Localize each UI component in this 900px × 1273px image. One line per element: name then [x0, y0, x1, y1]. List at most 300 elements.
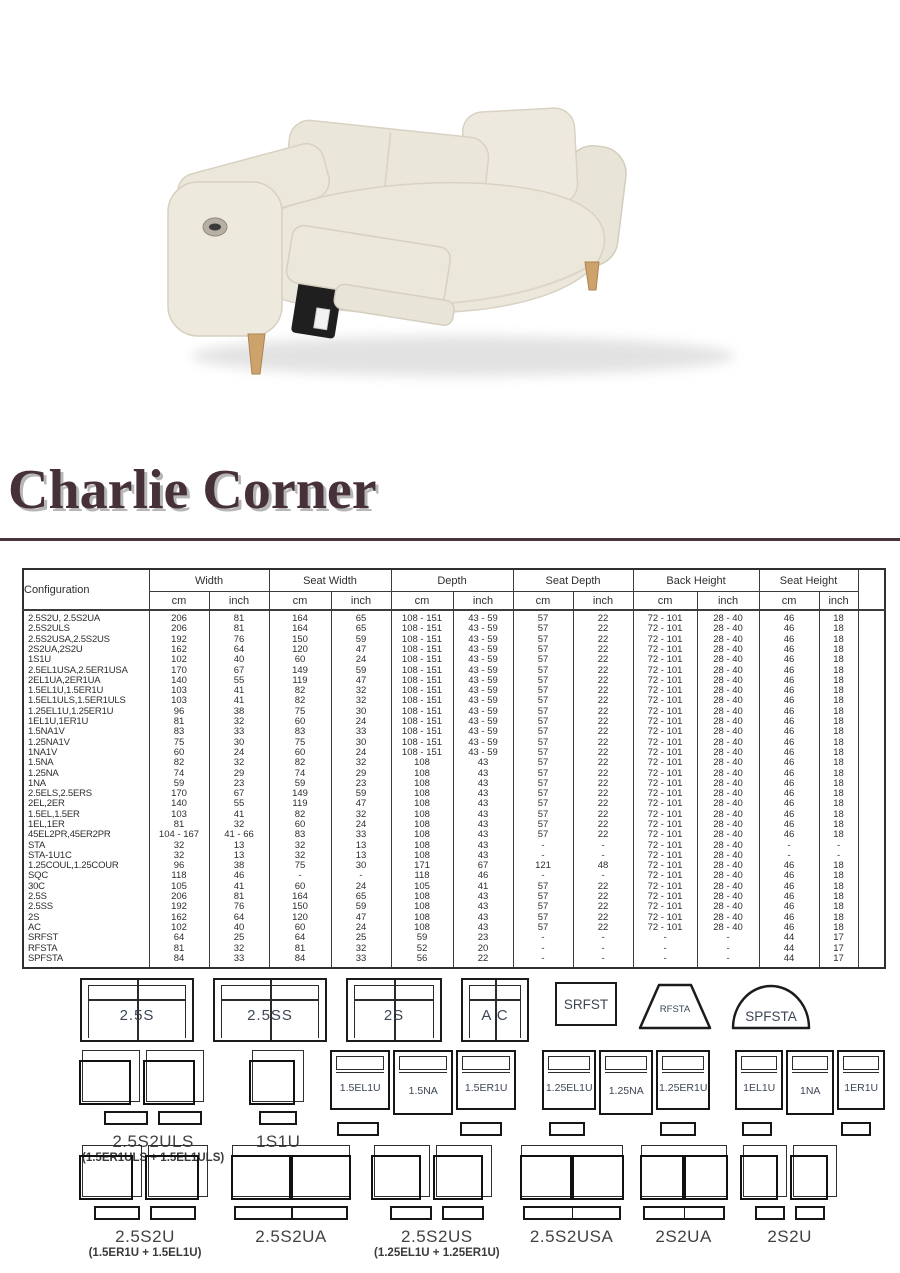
value-cell: 57: [513, 882, 573, 892]
value-cell: 108 - 151: [391, 717, 453, 727]
diagram-label: 1.5EL1U: [339, 1082, 381, 1094]
diagram-configuration: [374, 1145, 500, 1259]
value-cell: 164: [269, 610, 331, 624]
value-cell: 60: [269, 655, 331, 665]
table-row: [23, 913, 885, 923]
value-cell: 162: [149, 645, 209, 655]
value-cell: 83: [149, 727, 209, 737]
module-seat-outline: [433, 1155, 483, 1200]
table-row: [23, 830, 885, 840]
value-cell: 81: [209, 892, 269, 902]
value-cell: 18: [819, 624, 858, 634]
table-edge-spacer: [858, 789, 885, 799]
value-cell: 60: [269, 748, 331, 758]
value-cell: 46: [759, 645, 819, 655]
value-cell: 108 - 151: [391, 727, 453, 737]
table-edge-spacer: [858, 902, 885, 912]
value-cell: 28 - 40: [697, 810, 759, 820]
value-cell: 108: [391, 799, 453, 809]
value-cell: 108: [391, 902, 453, 912]
table-row: [23, 686, 885, 696]
value-cell: 108 - 151: [391, 676, 453, 686]
value-cell: 43 - 59: [453, 645, 513, 655]
value-cell: 170: [149, 665, 209, 675]
value-cell: 171: [391, 861, 453, 871]
diagram-label: 2.5S2USA: [529, 1227, 614, 1246]
value-cell: 72 - 101: [633, 676, 697, 686]
config-cell: 1.25COUL,1.25COUR: [23, 861, 149, 871]
value-cell: 13: [209, 841, 269, 851]
value-cell: 162: [149, 913, 209, 923]
config-column-header: Configuration: [23, 569, 149, 610]
value-cell: 18: [819, 738, 858, 748]
value-cell: 72 - 101: [633, 820, 697, 830]
value-cell: 28 - 40: [697, 923, 759, 933]
table-row: [23, 820, 885, 830]
value-cell: -: [573, 944, 633, 954]
value-cell: 47: [331, 799, 391, 809]
value-cell: 72 - 101: [633, 610, 697, 624]
value-cell: 43: [453, 810, 513, 820]
module-group: [735, 1050, 885, 1115]
config-cell: AC: [23, 923, 149, 933]
footrest-bar: [390, 1206, 432, 1220]
sofa-module: [522, 1146, 572, 1196]
value-cell: 32: [209, 944, 269, 954]
diagram-label: A C: [481, 1007, 509, 1024]
footrest-bars: [735, 1122, 885, 1136]
value-cell: 65: [331, 892, 391, 902]
table-row: [23, 851, 885, 861]
unit-header: cm: [513, 592, 573, 611]
value-cell: 18: [819, 789, 858, 799]
value-cell: 41 - 66: [209, 830, 269, 840]
value-cell: 76: [209, 902, 269, 912]
value-cell: 28 - 40: [697, 820, 759, 830]
sofa-module: [642, 1146, 684, 1196]
value-cell: 64: [149, 933, 209, 943]
value-cell: 41: [209, 882, 269, 892]
value-cell: 57: [513, 758, 573, 768]
value-cell: 32: [331, 686, 391, 696]
value-cell: 46: [759, 655, 819, 665]
value-cell: 43 - 59: [453, 727, 513, 737]
table-row: [23, 717, 885, 727]
value-cell: 43: [453, 820, 513, 830]
value-cell: 30: [331, 738, 391, 748]
value-cell: 75: [269, 861, 331, 871]
footrest-bars: [743, 1206, 837, 1220]
footrest-bars: [82, 1111, 224, 1125]
value-cell: 164: [269, 624, 331, 634]
diagram-label: 1ER1U: [844, 1082, 879, 1094]
value-cell: 28 - 40: [697, 851, 759, 861]
footrest-bar: [442, 1206, 484, 1220]
module-group: [374, 1145, 500, 1197]
value-cell: 120: [269, 645, 331, 655]
value-cell: 46: [209, 871, 269, 881]
module-seat-outline: [740, 1155, 778, 1200]
value-cell: 46: [759, 676, 819, 686]
diagram-configuration: [743, 1145, 837, 1247]
value-cell: 72 - 101: [633, 841, 697, 851]
footrest-bars: [330, 1122, 516, 1136]
value-cell: 60: [269, 882, 331, 892]
value-cell: 108: [391, 830, 453, 840]
value-cell: 22: [573, 923, 633, 933]
value-cell: 46: [759, 871, 819, 881]
value-cell: 59: [391, 933, 453, 943]
value-cell: 84: [149, 954, 209, 968]
value-cell: 13: [331, 851, 391, 861]
group-header-seat-width: Seat Width: [269, 569, 391, 592]
module-group: [82, 1145, 208, 1197]
value-cell: 24: [209, 748, 269, 758]
table-edge-spacer: [858, 676, 885, 686]
module-group: [521, 1145, 623, 1197]
footrest-bar: [742, 1122, 772, 1136]
table-row: [23, 861, 885, 871]
value-cell: 28 - 40: [697, 686, 759, 696]
value-cell: 105: [149, 882, 209, 892]
config-cell: STA-1U1C: [23, 851, 149, 861]
value-cell: 103: [149, 810, 209, 820]
value-cell: 18: [819, 923, 858, 933]
footrest-bar-slot: [592, 1122, 653, 1136]
table-edge-spacer: [858, 624, 885, 634]
value-cell: 32: [209, 758, 269, 768]
table-edge-spacer: [858, 799, 885, 809]
value-cell: 18: [819, 892, 858, 902]
value-cell: -: [759, 851, 819, 861]
value-cell: 22: [573, 717, 633, 727]
value-cell: 41: [209, 696, 269, 706]
value-cell: 30: [331, 707, 391, 717]
diagram-label: 2.5S2U: [115, 1227, 175, 1246]
title-rule: [0, 538, 900, 541]
value-cell: -: [819, 851, 858, 861]
value-cell: 46: [759, 882, 819, 892]
footrest-bar: [337, 1122, 379, 1136]
value-cell: 28 - 40: [697, 738, 759, 748]
value-cell: 67: [453, 861, 513, 871]
value-cell: 46: [759, 748, 819, 758]
value-cell: 43 - 59: [453, 707, 513, 717]
group-header-width: Width: [149, 569, 269, 592]
footrest-bars: [252, 1111, 304, 1125]
config-cell: 30C: [23, 882, 149, 892]
config-cell: 1.25NA: [23, 768, 149, 778]
diagram-configuration: [521, 1145, 623, 1247]
value-cell: 82: [269, 686, 331, 696]
value-cell: 108: [391, 779, 453, 789]
value-cell: 140: [149, 799, 209, 809]
diagram-label: 1.25EL1U: [545, 1082, 593, 1094]
value-cell: 46: [759, 789, 819, 799]
table-row: [23, 871, 885, 881]
table-edge-spacer: [858, 686, 885, 696]
value-cell: 46: [759, 861, 819, 871]
value-cell: 46: [759, 892, 819, 902]
sofa-module: [656, 1050, 710, 1110]
value-cell: 22: [573, 748, 633, 758]
table-edge-spacer: [858, 944, 885, 954]
value-cell: -: [331, 871, 391, 881]
value-cell: 46: [759, 707, 819, 717]
value-cell: 72 - 101: [633, 789, 697, 799]
value-cell: 72 - 101: [633, 810, 697, 820]
value-cell: 33: [331, 830, 391, 840]
diagram-configuration: [82, 1145, 208, 1259]
footrest-bar-slot: [834, 1122, 878, 1136]
value-cell: 28 - 40: [697, 841, 759, 851]
value-cell: 59: [331, 902, 391, 912]
value-cell: 32: [331, 944, 391, 954]
config-cell: 1NA: [23, 779, 149, 789]
diagram-label: 2.5S2UA: [255, 1227, 327, 1246]
table-row: [23, 789, 885, 799]
value-cell: 57: [513, 892, 573, 902]
table-row: [23, 758, 885, 768]
value-cell: 38: [209, 707, 269, 717]
value-cell: 28 - 40: [697, 748, 759, 758]
module-seat-outline: [249, 1060, 295, 1105]
config-cell: 2.5S: [23, 892, 149, 902]
config-cell: 1.5EL1ULS,1.5ER1ULS: [23, 696, 149, 706]
config-cell: STA: [23, 841, 149, 851]
value-cell: -: [697, 933, 759, 943]
value-cell: 22: [573, 655, 633, 665]
value-cell: 18: [819, 758, 858, 768]
value-cell: 46: [759, 830, 819, 840]
value-cell: 46: [759, 696, 819, 706]
value-cell: 72 - 101: [633, 645, 697, 655]
value-cell: 56: [391, 954, 453, 968]
value-cell: 43 - 59: [453, 717, 513, 727]
value-cell: 46: [453, 871, 513, 881]
value-cell: 55: [209, 676, 269, 686]
config-cell: 1.5EL1U,1.5ER1U: [23, 686, 149, 696]
value-cell: 108: [391, 810, 453, 820]
value-cell: 32: [331, 758, 391, 768]
value-cell: 28 - 40: [697, 913, 759, 923]
value-cell: 59: [149, 779, 209, 789]
table-edge-spacer: [858, 696, 885, 706]
footrest-bars: [82, 1206, 208, 1220]
diagram-module-trio: [330, 1050, 516, 1136]
module-seat-outline: [79, 1060, 131, 1105]
value-cell: 46: [759, 923, 819, 933]
value-cell: 30: [331, 861, 391, 871]
value-cell: 28 - 40: [697, 676, 759, 686]
table-row: [23, 841, 885, 851]
value-cell: 192: [149, 635, 209, 645]
module-seat-outline: [520, 1155, 574, 1200]
unit-header: inch: [209, 592, 269, 611]
table-edge-spacer: [858, 861, 885, 871]
value-cell: 18: [819, 861, 858, 871]
value-cell: 44: [759, 944, 819, 954]
table-edge-spacer: [858, 810, 885, 820]
value-cell: 33: [331, 954, 391, 968]
diagram-footstool-trapezoid: [637, 982, 713, 1037]
value-cell: 48: [573, 861, 633, 871]
value-cell: 108 - 151: [391, 686, 453, 696]
value-cell: 119: [269, 799, 331, 809]
value-cell: 120: [269, 913, 331, 923]
sofa-illustration: [148, 86, 793, 394]
value-cell: 18: [819, 779, 858, 789]
value-cell: 46: [759, 686, 819, 696]
value-cell: -: [513, 841, 573, 851]
value-cell: 108 - 151: [391, 645, 453, 655]
footrest-bars: [374, 1206, 500, 1220]
value-cell: -: [513, 944, 573, 954]
value-cell: 57: [513, 624, 573, 634]
value-cell: 74: [269, 768, 331, 778]
value-cell: 22: [573, 810, 633, 820]
group-header-seat-depth: Seat Depth: [513, 569, 633, 592]
value-cell: 40: [209, 655, 269, 665]
value-cell: 18: [819, 799, 858, 809]
value-cell: 18: [819, 655, 858, 665]
value-cell: 57: [513, 696, 573, 706]
value-cell: 23: [331, 779, 391, 789]
value-cell: 43: [453, 789, 513, 799]
value-cell: 59: [331, 635, 391, 645]
value-cell: 83: [269, 830, 331, 840]
module-group: [743, 1145, 837, 1197]
sofa-module: [330, 1050, 390, 1110]
table-row: [23, 810, 885, 820]
value-cell: -: [573, 933, 633, 943]
value-cell: 206: [149, 624, 209, 634]
value-cell: 149: [269, 789, 331, 799]
config-cell: 1.25NA1V: [23, 738, 149, 748]
value-cell: 108: [391, 923, 453, 933]
value-cell: -: [759, 841, 819, 851]
value-cell: 108 - 151: [391, 635, 453, 645]
value-cell: 28 - 40: [697, 655, 759, 665]
module-seat-outline: [79, 1155, 133, 1200]
spec-table: [22, 568, 886, 969]
value-cell: 82: [269, 696, 331, 706]
value-cell: 28 - 40: [697, 635, 759, 645]
value-cell: 46: [759, 738, 819, 748]
value-cell: 28 - 40: [697, 768, 759, 778]
value-cell: 140: [149, 676, 209, 686]
value-cell: 22: [573, 610, 633, 624]
module-group: [252, 1050, 304, 1102]
table-edge-spacer: [858, 871, 885, 881]
value-cell: -: [573, 871, 633, 881]
value-cell: 149: [269, 665, 331, 675]
value-cell: 22: [573, 727, 633, 737]
value-cell: 102: [149, 655, 209, 665]
table-edge-spacer: [858, 892, 885, 902]
value-cell: 24: [331, 820, 391, 830]
value-cell: 72 - 101: [633, 624, 697, 634]
value-cell: 82: [269, 758, 331, 768]
value-cell: 52: [391, 944, 453, 954]
value-cell: 23: [209, 779, 269, 789]
value-cell: 18: [819, 882, 858, 892]
value-cell: 83: [269, 727, 331, 737]
footrest-bar-slot: [386, 1122, 453, 1136]
value-cell: 108 - 151: [391, 748, 453, 758]
value-cell: 22: [573, 830, 633, 840]
value-cell: 13: [209, 851, 269, 861]
value-cell: 72 - 101: [633, 707, 697, 717]
footrest-bar: [94, 1206, 140, 1220]
value-cell: 28 - 40: [697, 707, 759, 717]
value-cell: 82: [269, 810, 331, 820]
table-edge-spacer: [858, 665, 885, 675]
value-cell: 108: [391, 758, 453, 768]
config-cell: SPFSTA: [23, 954, 149, 968]
value-cell: 43: [453, 841, 513, 851]
value-cell: 57: [513, 913, 573, 923]
table-row: [23, 779, 885, 789]
value-cell: 33: [209, 954, 269, 968]
table-edge-spacer: [858, 820, 885, 830]
value-cell: 29: [209, 768, 269, 778]
value-cell: 72 - 101: [633, 768, 697, 778]
value-cell: 103: [149, 696, 209, 706]
sofa-module: [82, 1145, 142, 1197]
value-cell: 108 - 151: [391, 707, 453, 717]
footrest-bars: [542, 1122, 710, 1136]
value-cell: 18: [819, 727, 858, 737]
value-cell: 75: [149, 738, 209, 748]
value-cell: -: [573, 841, 633, 851]
value-cell: 72 - 101: [633, 727, 697, 737]
table-edge-spacer: [858, 655, 885, 665]
value-cell: 150: [269, 635, 331, 645]
value-cell: 75: [269, 738, 331, 748]
sofa-module: [436, 1145, 492, 1197]
value-cell: 57: [513, 923, 573, 933]
diagram-label: 1S1U: [255, 1132, 301, 1151]
page-title: Charlie Corner: [8, 459, 377, 521]
value-cell: 72 - 101: [633, 882, 697, 892]
config-cell: RFSTA: [23, 944, 149, 954]
config-cell: 2.5S2U, 2.5S2UA: [23, 610, 149, 624]
value-cell: 32: [269, 851, 331, 861]
value-cell: 121: [513, 861, 573, 871]
table-edge-spacer: [858, 707, 885, 717]
sofa-module: [233, 1146, 291, 1196]
value-cell: 72 - 101: [633, 799, 697, 809]
config-cell: 45EL2PR,45ER2PR: [23, 830, 149, 840]
table-row: [23, 954, 885, 968]
value-cell: 28 - 40: [697, 696, 759, 706]
value-cell: 57: [513, 610, 573, 624]
value-cell: 18: [819, 871, 858, 881]
value-cell: 18: [819, 902, 858, 912]
footrest-bar: [549, 1122, 585, 1136]
value-cell: 18: [819, 645, 858, 655]
value-cell: 46: [759, 768, 819, 778]
value-cell: 64: [269, 933, 331, 943]
table-edge-spacer: [858, 758, 885, 768]
value-cell: -: [633, 954, 697, 968]
diagram-module-box: [213, 978, 327, 1042]
value-cell: 28 - 40: [697, 665, 759, 675]
value-cell: 28 - 40: [697, 830, 759, 840]
config-cell: 1S1U: [23, 655, 149, 665]
diagram-label: 2.5SS: [247, 1007, 293, 1024]
